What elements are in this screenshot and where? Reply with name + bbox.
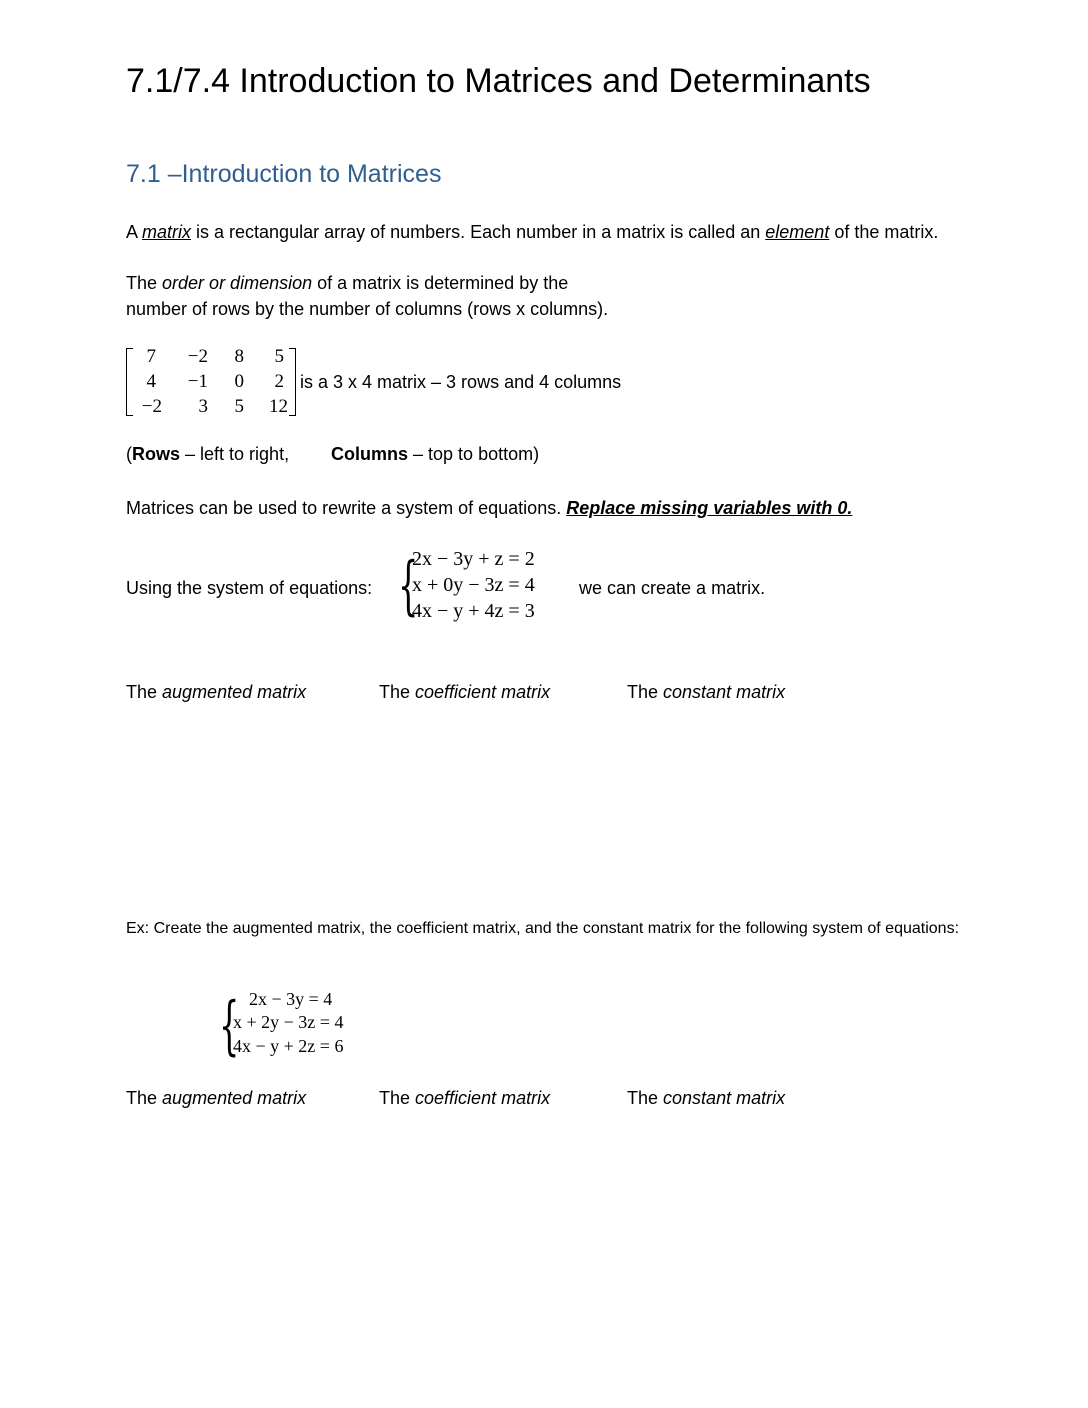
equation: x + 0y − 3z = 4 (412, 574, 535, 596)
matrix-cell: 0 (234, 371, 244, 392)
rows-columns-note (126, 441, 289, 467)
system2-equations (233, 989, 393, 1069)
term-order: order or dimension (162, 273, 313, 293)
system1-trail: we can create a matrix. (579, 578, 766, 598)
text: coefficient matrix (415, 1088, 551, 1108)
left-brace-icon: { (398, 549, 419, 623)
matrix-cell: −2 (187, 346, 208, 367)
term-columns: Columns (331, 444, 409, 464)
matrix-caption: is a 3 x 4 matrix – 3 rows and 4 columns (300, 372, 622, 392)
matrix-cell: −2 (141, 396, 162, 417)
example-prompt: Ex: Create the augmented matrix, the coefficient matrix, and the constant matrix for the following system of equations: (126, 920, 960, 937)
constant-label (627, 1085, 785, 1111)
text: The (126, 1088, 163, 1108)
matrix-definition (126, 219, 938, 245)
text: augmented matrix (162, 1088, 307, 1108)
matrix-cell: −1 (187, 371, 208, 392)
matrix-cell: 7 (146, 346, 156, 367)
text: The (379, 1088, 416, 1108)
text: of the matrix. (829, 222, 939, 242)
equation: 4x − y + 2z = 6 (233, 1036, 344, 1056)
equation: 2x − 3y + z = 2 (412, 548, 535, 570)
columns-note (331, 441, 539, 467)
matrix-cell: 5 (274, 346, 284, 367)
equation: 4x − y + 4z = 3 (412, 600, 535, 622)
system1-lead: Using the system of equations: (126, 578, 373, 598)
coefficient-label (379, 679, 550, 705)
system1-equations (412, 548, 572, 628)
coefficient-label (379, 1085, 550, 1111)
emphasis-replace-missing: Replace missing variables with 0. (566, 498, 853, 518)
matrix-cell: 2 (274, 371, 284, 392)
equation: 2x − 3y = 4 (249, 989, 333, 1009)
constant-label (627, 679, 785, 705)
term-rows: Rows (132, 444, 181, 464)
matrix-cell: 5 (234, 396, 244, 417)
text: The (126, 682, 163, 702)
text: constant matrix (663, 1088, 786, 1108)
text: coefficient matrix (415, 682, 551, 702)
text: of a matrix is determined by the (312, 273, 569, 293)
text: The (627, 1088, 664, 1108)
text: constant matrix (663, 682, 786, 702)
term-element: element (765, 222, 830, 242)
term-matrix: matrix (142, 222, 192, 242)
text: ( (126, 444, 132, 464)
page-title: 7.1/7.4 Introduction to Matrices and Determinants (126, 62, 871, 100)
text: number of rows by the number of columns (rows x columns). (126, 299, 609, 319)
equation: x + 2y − 3z = 4 (233, 1012, 344, 1032)
augmented-label (126, 1085, 306, 1111)
text: Matrices can be used to rewrite a system of equations. (126, 498, 567, 518)
text: The (379, 682, 416, 702)
text: A (126, 222, 143, 242)
system-rewrite-note (126, 495, 852, 521)
matrix-cell: 3 (198, 396, 208, 417)
example-matrix (126, 344, 296, 420)
order-definition (126, 270, 608, 322)
matrix-cell: 8 (234, 346, 244, 367)
matrix-cell: 12 (269, 396, 288, 417)
matrix-cell: 4 (146, 371, 156, 392)
text: The (126, 273, 163, 293)
left-brace-icon: { (219, 989, 240, 1063)
text: augmented matrix (162, 682, 307, 702)
right-bracket (289, 348, 296, 416)
text: – top to bottom) (408, 444, 540, 464)
text: – left to right, (180, 444, 290, 464)
augmented-label (126, 679, 306, 705)
text: is a rectangular array of numbers. Each number in a matrix is called an (191, 222, 766, 242)
section-heading: 7.1 –Introduction to Matrices (126, 160, 442, 188)
text: The (627, 682, 664, 702)
